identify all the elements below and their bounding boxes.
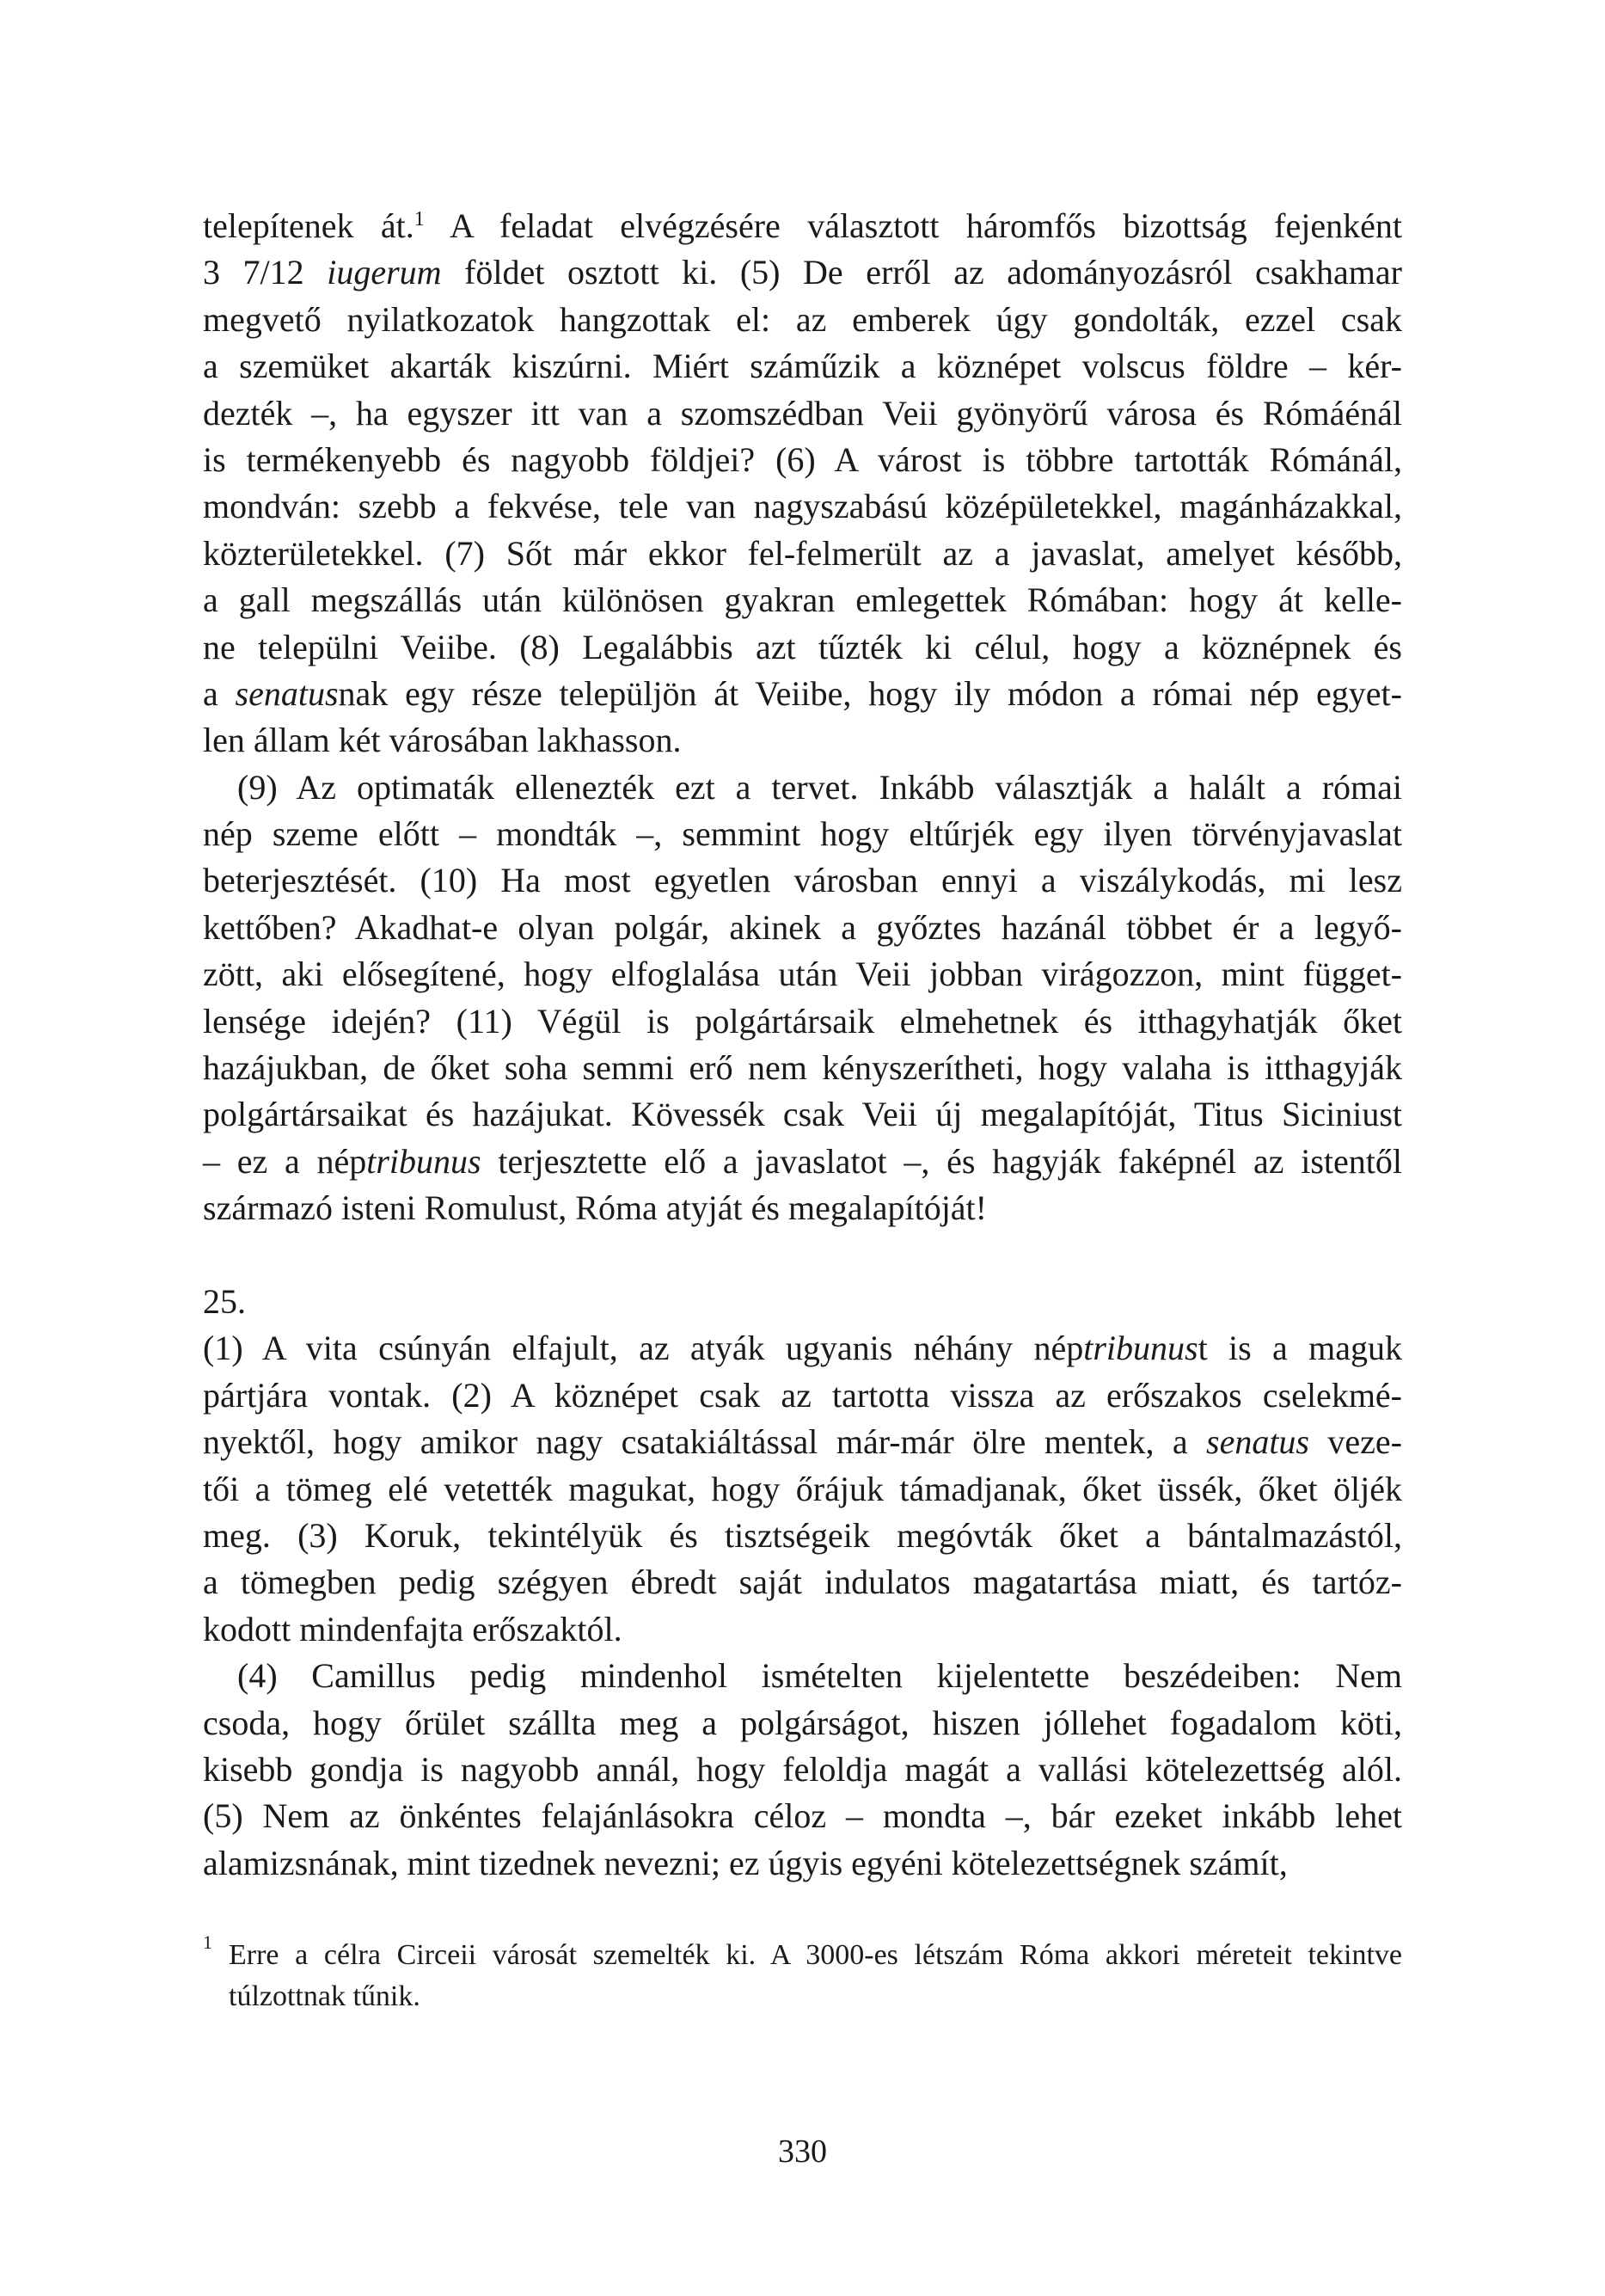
text-line: alamizsnának, mint tizednek nevezni; ez úgyis egyéni kötelezettségnek számít, <box>203 1843 1288 1882</box>
text-line: a gall megszállás után különösen gyakran emlegettek Rómában: hogy át kelle- <box>203 580 1402 620</box>
text-line: közterületekkel. (7) Sőt már ekkor fel-felmerült az a javaslat, amelyet később, <box>203 533 1402 573</box>
page-number: 330 <box>778 2133 827 2170</box>
paragraph <box>203 1653 1402 1887</box>
italic-term: senatus <box>1206 1422 1309 1462</box>
text-line: a szemüket akarták kiszúrni. Miért száműzik a köznépet volscus földre – kér- <box>203 347 1402 386</box>
page-body <box>203 203 1402 1887</box>
text-line: kodott mindenfajta erőszaktól. <box>203 1609 622 1648</box>
text-line: származó isteni Romulust, Róma atyját és megalapítóját! <box>203 1188 987 1228</box>
text-line: zött, aki elősegítené, hogy elfoglalása után Veii jobban virágozzon, mint függet- <box>203 955 1402 994</box>
text-line: lensége idején? (11) Végül is polgártársaik elmehetnek és itthagyhatják őket <box>203 1001 1402 1041</box>
text-line: (9) Az optimaták ellenezték ezt a tervet. Inkább választják a halált a római <box>237 767 1402 807</box>
paragraph <box>203 1325 1402 1653</box>
text-line: meg. (3) Koruk, tekintélyük és tisztségeik megóvták őket a bántalmazástól, <box>203 1515 1402 1555</box>
text-line: kettőben? Akadhat-e olyan polgár, akinek a győztes hazánál többet ér a legyő- <box>203 907 1402 947</box>
text-line: ne települni Veiibe. (8) Legalábbis azt tűzték ki célul, hogy a köznépnek és <box>203 627 1402 666</box>
text-line: 3 7/12 iugerum földet osztott ki. (5) De erről az adományozásról csakhamar <box>203 253 1402 292</box>
text-line: kisebb gondja is nagyobb annál, hogy feloldja magát a vallási kötelezettség alól. <box>203 1749 1402 1789</box>
text-line: hazájukban, de őket soha semmi erő nem kényszerítheti, hogy valaha is itthagyják <box>203 1048 1402 1088</box>
text-line: – ez a néptribunus terjesztette elő a javaslatot –, és hagyják faképnél az istentől <box>203 1141 1403 1181</box>
text-line: dezték –, ha egyszer itt van a szomszédban Veii gyönyörű városa és Rómáénál <box>203 393 1402 433</box>
text-line: nép szeme előtt – mondták –, semmint hogy eltűrjék egy ilyen törvényjavaslat <box>203 814 1402 854</box>
text-line: a senatusnak egy része települjön át Veiibe, hogy ily módon a római nép egyet- <box>203 673 1402 713</box>
footnote-mark: 1 <box>203 1931 212 1953</box>
text-line: pártjára vontak. (2) A köznépet csak az tartotta vissza az erőszakos cselekmé- <box>203 1375 1402 1415</box>
text-line: beterjesztését. (10) Ha most egyetlen városban ennyi a viszálykodás, mi lesz <box>203 861 1402 900</box>
paragraph <box>203 203 1402 764</box>
text-line: mondván: szebb a fekvése, tele van nagyszabású középületekkel, magánházakkal, <box>203 487 1402 526</box>
italic-term: senatus <box>235 673 339 713</box>
text-line: (1) A vita csúnyán elfajult, az atyák ugyanis néhány néptribunust is a maguk <box>203 1329 1402 1368</box>
text-line: polgártársaikat és hazájukat. Kövessék csak Veii új megalapítóját, Titus Siciniust <box>203 1095 1402 1134</box>
footnote <box>203 1931 1402 2017</box>
text-line: tői a tömeg elé vetették magukat, hogy őrájuk támadjanak, őket üssék, őket öljék <box>203 1469 1402 1508</box>
text-line: (4) Camillus pedig mindenhol ismételten kijelentette beszédeiben: Nem <box>237 1656 1402 1696</box>
footnote-reference: 1 <box>414 208 425 230</box>
footnote-line: Erre a célra Circeii városát szemelték ki. A 3000-es létszám Róma akkori méreteit tekintve <box>229 1939 1402 1971</box>
text-line: csoda, hogy őrület szállta meg a polgárságot, hiszen jóllehet fogadalom köti, <box>203 1703 1402 1742</box>
text-line: telepítenek át.$^1$ A feladat elvégzésére választott háromfős bizottság fejenként <box>203 206 1402 245</box>
footnote-line: túlzottnak tűnik. <box>229 1980 420 2012</box>
text-line: a tömegben pedig szégyen ébredt saját indulatos magatartása miatt, és tartóz- <box>203 1562 1402 1602</box>
paragraph <box>203 764 1402 1232</box>
italic-term: tribunus <box>366 1141 481 1181</box>
text-line: megvető nyilatkozatok hangzottak el: az emberek úgy gondolták, ezzel csak <box>203 299 1402 339</box>
text-line: (5) Nem az önkéntes felajánlásokra céloz – mondta –, bár ezeket inkább lehet <box>203 1796 1402 1836</box>
text-line: len állam két városában lakhasson. <box>203 721 682 760</box>
section-number: 25. <box>203 1281 246 1321</box>
text-line: is termékenyebb és nagyobb földjei? (6) A várost is többre tartották Rómánál, <box>203 439 1402 479</box>
italic-term: tribunus <box>1083 1329 1198 1368</box>
italic-term: iugerum <box>327 253 442 292</box>
text-line: nyektől, hogy amikor nagy csatakiáltással már-már ölre mentek, a senatus veze- <box>203 1422 1402 1462</box>
